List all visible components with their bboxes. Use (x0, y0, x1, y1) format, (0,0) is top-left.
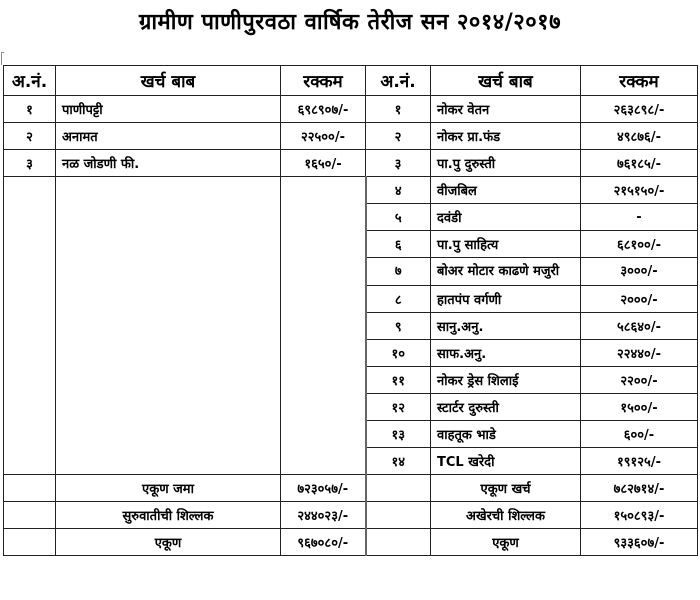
expense-amount: २२००/- (581, 367, 698, 394)
expense-amount: ३०००/- (581, 258, 698, 286)
expense-head: TCL खरेदी (431, 448, 581, 475)
expense-amount: - (581, 204, 698, 231)
total-income-amount: ७२३०५७/- (281, 475, 366, 502)
income-amount: ६९८९०७/- (281, 96, 366, 123)
summary-empty-left (4, 475, 56, 502)
opening-balance-label: सुरुवातीची शिल्लक (56, 502, 281, 529)
expense-sn: ५ (366, 204, 431, 231)
expense-amount: २१५१५०/- (581, 177, 698, 204)
total-income-label: एकूण जमा (56, 475, 281, 502)
expense-head: स्टार्टर दुरुस्ती (431, 394, 581, 421)
grand-total-left-label: एकूण (56, 529, 281, 556)
income-head: अनामत (56, 123, 281, 150)
table-row (4, 177, 698, 204)
expense-head: पा.पु साहित्य (431, 231, 581, 258)
summary-empty-left (4, 502, 56, 529)
expense-amount: २२४४०/- (581, 340, 698, 367)
expense-sn: ११ (366, 367, 431, 394)
expense-head: वाहतूक भाडे (431, 421, 581, 448)
expense-head: हातपंप वर्गणी (431, 286, 581, 313)
closing-balance-amount: १५०८९३/- (581, 502, 698, 529)
expense-amount: ४९८७६/- (581, 123, 698, 150)
expense-head: बोअर मोटार काढणे मजुरी (431, 258, 581, 286)
page-title: ग्रामीण पाणीपुरवठा वार्षिक तेरीज सन २०१४/२०१७ (138, 10, 562, 35)
grand-total-right-label: एकूण (431, 529, 581, 556)
income-amount: १६५०/- (281, 150, 366, 177)
table-row (4, 96, 698, 123)
table-row (4, 150, 698, 177)
expense-amount: ७६१८५/- (581, 150, 698, 177)
expense-head: दवंडी (431, 204, 581, 231)
summary-empty-left (4, 529, 56, 556)
expense-head: सानु.अनु. (431, 313, 581, 340)
expense-head: वीजबिल (431, 177, 581, 204)
total-expense-label: एकूण खर्च (431, 475, 581, 502)
summary-row (4, 529, 698, 556)
header-row (4, 66, 698, 96)
expense-head-header: खर्च बाब (431, 66, 581, 96)
summary-empty-right (366, 475, 431, 502)
income-head: पाणीपट्टी (56, 96, 281, 123)
expense-sn: १४ (366, 448, 431, 475)
ledger-table (3, 65, 698, 556)
grand-total-left-amount: ९६७०८०/- (281, 529, 366, 556)
closing-balance-label: अखेरची शिल्लक (431, 502, 581, 529)
expense-amount: ५८६४०/- (581, 313, 698, 340)
income-head-header: खर्च बाब (56, 66, 281, 96)
expense-amount: २०००/- (581, 286, 698, 313)
corner-mark (1, 52, 4, 65)
expense-sn: ३ (366, 150, 431, 177)
expense-amount: २६३८९८/- (581, 96, 698, 123)
expense-amount: १५००/- (581, 394, 698, 421)
income-sn: ३ (4, 150, 56, 177)
grand-total-right-amount: ९३३६०७/- (581, 529, 698, 556)
income-sn: १ (4, 96, 56, 123)
income-empty-head (56, 177, 281, 475)
expense-amount: ६८१००/- (581, 231, 698, 258)
expense-amount-header: रक्कम (581, 66, 698, 96)
summary-row (4, 475, 698, 502)
expense-sn: १२ (366, 394, 431, 421)
expense-sn: ९ (366, 313, 431, 340)
expense-sn: २ (366, 123, 431, 150)
income-sn-header: अ.नं. (4, 66, 56, 96)
expense-head: साफ.अनु. (431, 340, 581, 367)
income-head: नळ जोडणी फी. (56, 150, 281, 177)
expense-head: पा.पु दुरुस्ती (431, 150, 581, 177)
expense-amount: ६००/- (581, 421, 698, 448)
summary-empty-right (366, 529, 431, 556)
total-expense-amount: ७८२७१४/- (581, 475, 698, 502)
expense-sn: ६ (366, 231, 431, 258)
income-amount-header: रक्कम (281, 66, 366, 96)
income-amount: २२५००/- (281, 123, 366, 150)
expense-head: नोकर प्रा.फंड (431, 123, 581, 150)
expense-head: नोकर ड्रेस शिलाई (431, 367, 581, 394)
expense-sn: ७ (366, 258, 431, 286)
expense-sn: १३ (366, 421, 431, 448)
expense-sn: ८ (366, 286, 431, 313)
summary-row (4, 502, 698, 529)
expense-sn: ४ (366, 177, 431, 204)
opening-balance-amount: २४४०२३/- (281, 502, 366, 529)
expense-amount: १९१२५/- (581, 448, 698, 475)
expense-sn-header: अ.नं. (366, 66, 431, 96)
expense-sn: १० (366, 340, 431, 367)
income-empty-sn (4, 177, 56, 475)
expense-sn: १ (366, 96, 431, 123)
expense-head: नोकर वेतन (431, 96, 581, 123)
income-empty-amount (281, 177, 366, 475)
summary-empty-right (366, 502, 431, 529)
table-row (4, 123, 698, 150)
income-sn: २ (4, 123, 56, 150)
